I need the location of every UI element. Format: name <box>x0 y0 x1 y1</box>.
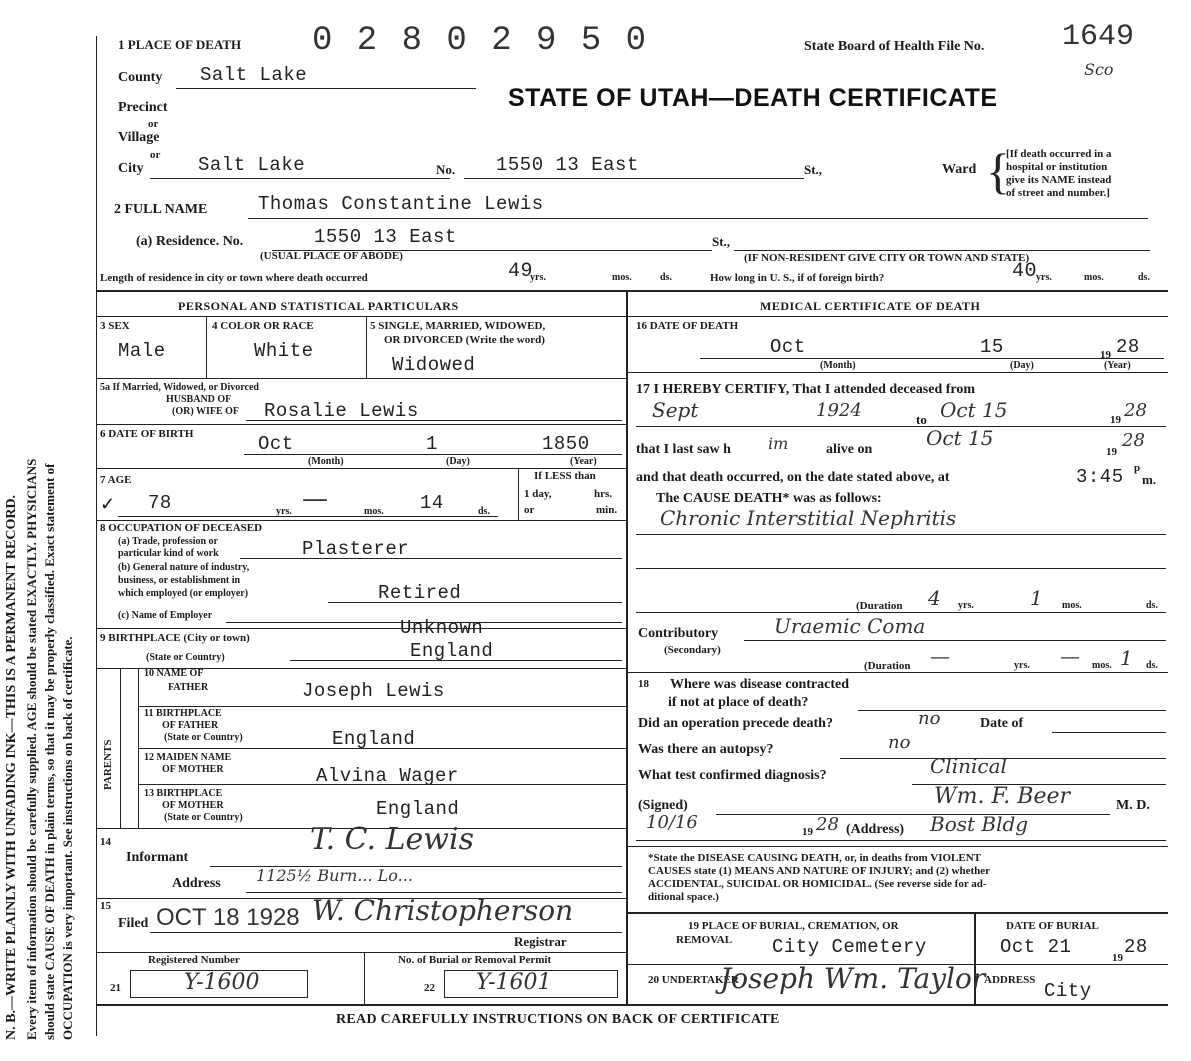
birthplace-city: Unknown <box>400 617 484 639</box>
duration-years: 4 <box>928 586 941 610</box>
attended-to: Oct 15 <box>940 398 1008 422</box>
certify-text: 17 I HEREBY CERTIFY, That I attended deceased from <box>636 382 976 397</box>
footer-instructions: READ CAREFULLY INSTRUCTIONS ON BACK OF CERTIFICATE <box>336 1012 780 1027</box>
length-residence-yrs: 49 <box>508 260 534 283</box>
age-days: 14 <box>420 492 444 514</box>
bottom-border <box>96 1004 1168 1006</box>
cause-value: Chronic Interstitial Nephritis <box>660 506 957 530</box>
age-years: 78 <box>148 492 172 514</box>
dob-month: Oct <box>258 433 294 455</box>
burial-date-value: Oct 21 <box>1000 936 1072 958</box>
test-label: What test confirmed diagnosis? <box>638 768 827 783</box>
contracted-label: Where was disease contracted <box>670 677 849 692</box>
medical-heading: MEDICAL CERTIFICATE OF DEATH <box>760 299 981 313</box>
age-check: ✓ <box>100 494 116 514</box>
death-time: 3:45 <box>1076 466 1124 488</box>
operation-label: Did an operation precede death? <box>638 716 833 731</box>
side-note-line3: should state CAUSE OF DEATH in plain terms, so that it may be properly classified. Exact statement of <box>42 463 57 1040</box>
sex-label: 3 SEX <box>100 320 130 332</box>
side-note-line2: Every item of information should be carefully supplied. AGE should be stated EXACTLY. PHYSICIANS <box>24 458 39 1040</box>
duration2-months: — <box>1060 644 1080 668</box>
undertaker-address: City <box>1044 980 1092 1002</box>
burial-place-value: City Cemetery <box>772 936 927 958</box>
sex-value: Male <box>118 340 166 362</box>
mother-birthplace-label: 13 BIRTHPLACE <box>144 788 223 799</box>
color-label: 4 COLOR OR RACE <box>212 320 314 332</box>
mother-label: 12 MAIDEN NAME <box>144 752 232 763</box>
industry-value: Retired <box>378 582 462 604</box>
mother-value: Alvina Wager <box>316 765 459 787</box>
registrar-signature: W. Christopherson <box>312 894 574 927</box>
dob-label: 6 DATE OF BIRTH <box>100 428 194 440</box>
last-saw-year: 28 <box>1122 430 1145 451</box>
burial-year: 28 <box>1124 936 1148 958</box>
last-saw-him: im <box>768 434 789 453</box>
length-residence-label: Length of residence in city or town where death occurred <box>100 272 368 284</box>
how-long-yrs: 40 <box>1012 260 1038 283</box>
death-date-label: 16 DATE OF DEATH <box>636 320 739 332</box>
file-no-label: State Board of Health File No. <box>804 39 985 54</box>
county-value: Salt Lake <box>200 64 308 86</box>
file-no-note: Sco <box>1084 60 1114 79</box>
autopsy-label: Was there an autopsy? <box>638 742 774 757</box>
attended-to-year: 28 <box>1124 400 1147 421</box>
color-value: White <box>254 340 314 362</box>
father-birthplace-value: England <box>332 728 416 750</box>
left-border <box>96 36 97 1036</box>
last-saw-label: that I last saw h <box>636 442 731 457</box>
filed-date-stamp: OCT 18 1928 <box>156 904 300 931</box>
less-than-label: If LESS than <box>534 470 596 482</box>
death-occurred-label: and that death occurred, on the date stated above, at <box>636 470 950 485</box>
registered-number-label: Registered Number <box>148 954 240 966</box>
non-resident-caption: (IF NON-RESIDENT GIVE CITY OR TOWN AND STATE) <box>744 252 1030 264</box>
undertaker-signature: Joseph Wm. Taylor <box>720 962 986 995</box>
side-note-line1: N. B.—WRITE PLAINLY WITH UNFADING INK—THIS IS A PERMANENT RECORD. <box>4 494 19 1040</box>
village-label: Village <box>118 130 160 145</box>
side-note-line4: OCCUPATION is very important. See instructions on back of certificate. <box>60 636 75 1040</box>
residence-st-label: St., <box>712 234 731 249</box>
ward-label: Ward <box>942 162 977 177</box>
disease-note: *State the DISEASE CAUSING DEATH, or, in deaths from VIOLENT <box>648 852 982 864</box>
duration2-years: — <box>930 644 950 668</box>
burial-date-label: DATE OF BURIAL <box>1006 920 1099 932</box>
certificate-number: 0 2 8 0 2 9 5 0 <box>312 22 649 60</box>
place-of-death-label: 1 PLACE OF DEATH <box>118 37 242 52</box>
section-divider <box>96 290 1168 292</box>
father-birthplace-label: 11 BIRTHPLACE <box>144 708 222 719</box>
attended-from-year: 1924 <box>816 400 862 421</box>
registrar-label: Registrar <box>514 934 567 949</box>
ward-brace: { <box>986 143 1010 199</box>
residence-label: (a) Residence. No. <box>136 234 244 249</box>
parents-label: PARENTS <box>102 739 114 790</box>
usual-abode-caption: (USUAL PLACE OF ABODE) <box>260 250 403 262</box>
physician-signature: Wm. F. Beer <box>934 784 1071 809</box>
informant-signature: T. C. Lewis <box>310 822 474 857</box>
spouse-value: Rosalie Lewis <box>264 400 419 422</box>
duration-months: 1 <box>1030 586 1043 610</box>
occupation-label: 8 OCCUPATION OF DECEASED <box>100 522 263 534</box>
duration2-days: 1 <box>1120 646 1133 670</box>
residence-value: 1550 13 East <box>314 226 457 248</box>
file-no: 1649 <box>1062 20 1135 54</box>
signed-label: (Signed) <box>638 798 688 813</box>
filed-label: Filed <box>118 916 149 931</box>
dob-year: 1850 <box>542 433 590 455</box>
registered-number: Y-1600 <box>184 970 260 995</box>
city-label: City <box>118 161 144 176</box>
marital-label: 5 SINGLE, MARRIED, WIDOWED, <box>370 320 546 332</box>
contributory-label: Contributory <box>638 626 719 641</box>
or-label-2: or <box>150 149 161 161</box>
marital-value: Widowed <box>392 354 476 376</box>
test-value: Clinical <box>930 754 1007 778</box>
mother-birthplace-value: England <box>376 798 460 820</box>
dob-day: 1 <box>426 433 438 455</box>
occupation-value: Plasterer <box>302 538 410 560</box>
death-day: 15 <box>980 336 1004 358</box>
street-no-value: 1550 13 East <box>496 154 639 176</box>
birthplace-country: England <box>410 640 494 662</box>
death-month: Oct <box>770 336 806 358</box>
undertaker-label: 20 UNDERTAKER <box>648 974 739 986</box>
full-name-value: Thomas Constantine Lewis <box>258 193 544 215</box>
signed-year: 28 <box>816 814 839 835</box>
precinct-label: Precinct <box>118 100 168 115</box>
or-label-1: or <box>148 118 159 130</box>
father-value: Joseph Lewis <box>302 680 445 702</box>
cause-label: The CAUSE DEATH* was as follows: <box>656 491 882 506</box>
last-saw-date: Oct 15 <box>926 426 994 450</box>
death-year: 28 <box>1116 336 1140 358</box>
informant-address: 1125½ Burn... Lo... <box>256 866 413 885</box>
burial-permit-number: Y-1601 <box>476 970 552 995</box>
father-label: 10 NAME OF <box>144 668 204 679</box>
operation-value: no <box>918 708 941 729</box>
st-label: St., <box>804 162 823 177</box>
signed-date: 10/16 <box>646 812 698 833</box>
contributory-value: Uraemic Coma <box>774 614 926 638</box>
physician-address: Bost Bldg <box>930 812 1029 836</box>
county-label: County <box>118 70 163 85</box>
undertaker-address-label: ADDRESS <box>984 974 1036 986</box>
autopsy-value: no <box>888 732 911 753</box>
how-long-label: How long in U. S., if of foreign birth? <box>710 272 885 284</box>
certificate-title: STATE OF UTAH—DEATH CERTIFICATE <box>508 84 998 112</box>
center-divider <box>626 292 628 1004</box>
spouse-label: 5a If Married, Widowed, or Divorced <box>100 382 259 393</box>
age-months-dash: — <box>302 484 328 514</box>
burial-number-label: No. of Burial or Removal Permit <box>398 954 552 966</box>
personal-heading: PERSONAL AND STATISTICAL PARTICULARS <box>178 299 459 313</box>
informant-label: Informant <box>126 850 189 865</box>
burial-place-label: 19 PLACE OF BURIAL, CREMATION, OR <box>688 920 899 932</box>
street-no-label: No. <box>436 162 456 177</box>
hospital-note: [If death occurred in a hospital or institution give its NAME instead of street and number.] <box>1006 148 1112 199</box>
full-name-label: 2 FULL NAME <box>114 202 208 217</box>
attended-from: Sept <box>652 398 699 422</box>
age-label: 7 AGE <box>100 474 132 486</box>
city-value: Salt Lake <box>198 154 306 176</box>
birthplace-label: 9 BIRTHPLACE (City or town) <box>100 632 250 644</box>
informant-address-label: Address <box>172 876 221 891</box>
